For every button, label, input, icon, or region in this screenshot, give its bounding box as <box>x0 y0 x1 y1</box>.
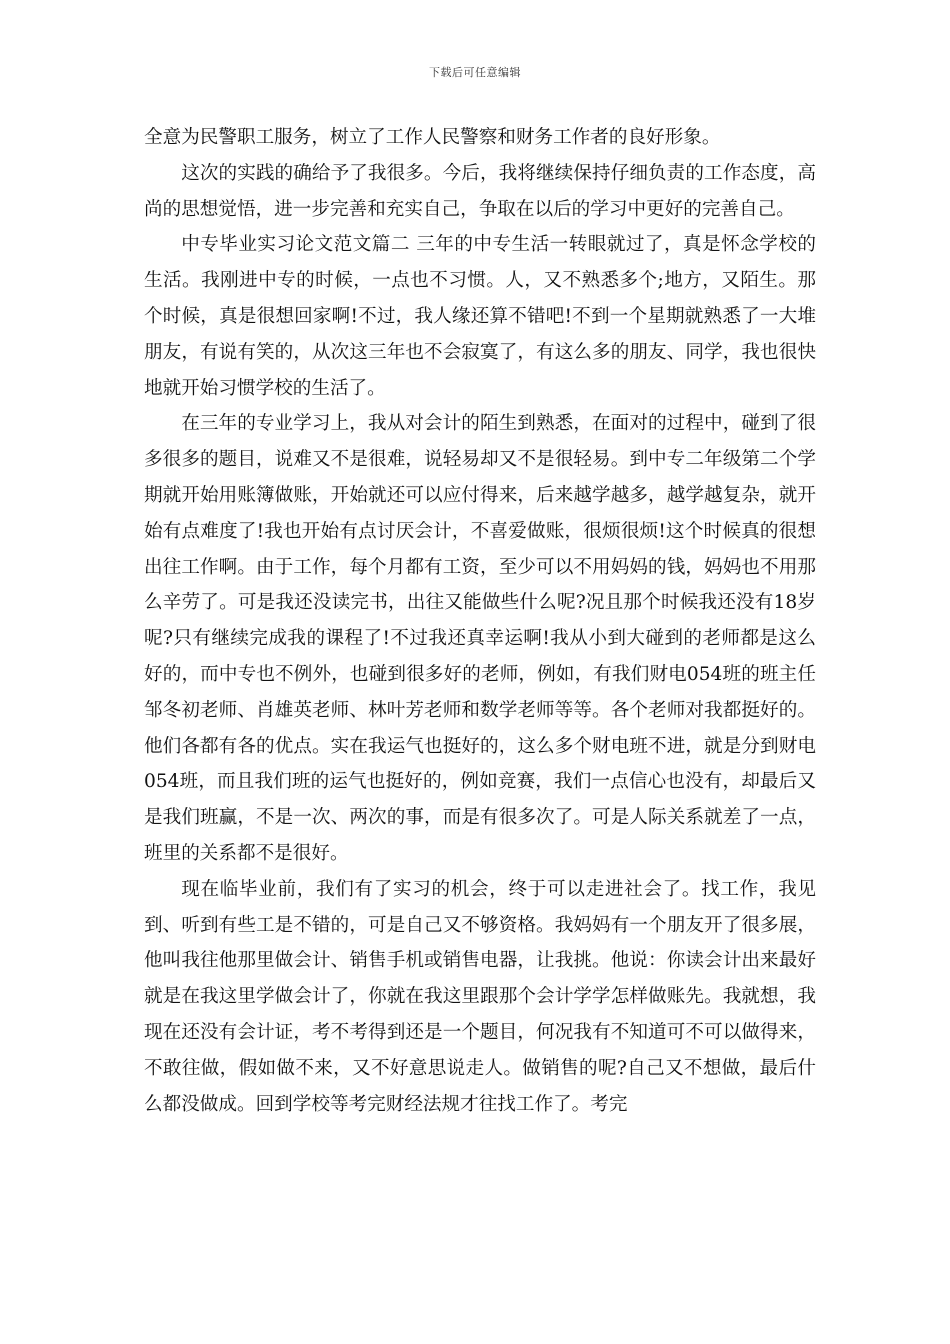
paragraph-study-experience: 在三年的专业学习上，我从对会计的陌生到熟悉，在面对的过程中，碰到了很多很多的题目，说难又不是很难，说轻易却又不是很轻易。到中专二年级第二个学期就开始用账簿做账，开始就还可以应付得来，后来越学越多，越学越复杂，就开始有点难度了!我也开始有点讨厌会计，不喜爱做账，很烦很烦!这个时候真的很想出往工作啊。由于工作，每个月都有工资，至少可以不用妈妈的钱，妈妈也不用那么辛劳了。可是我还没读完书，出往又能做些什么呢?况且那个时候我还没有18岁呢?只有继续完成我的课程了!不过我还真幸运啊!我从小到大碰到的老师都是这么好的，而中专也不例外，也碰到很多好的老师，例如，有我们财电054班的班主任邹冬初老师、肖雄英老师、林叶芳老师和数学老师等等。各个老师对我都挺好的。他们各都有各的优点。实在我运气也挺好的，这么多个财电班不进，就是分到财电054班，而且我们班的运气也挺好的，例如竞赛，我们一点信心也没有，却最后又是我们班赢，不是一次、两次的事，而是有很多次了。可是人际关系就差了一点，班里的关系都不是很好。 <box>144 413 816 864</box>
paragraph-essay-two-intro: 中专毕业实习论文范文篇二 三年的中专生活一转眼就过了，真是怀念学校的生活。我刚进中专的时候，一点也不习惯。人，又不熟悉多个;地方，又陌生。那个时候，真是很想回家啊!不过，我人缘还算不错吧!不到一个星期就熟悉了一大堆朋友，有说有笑的，从次这三年也不会寂寞了，有这么多的朋友、同学，我也很快地就开始习惯学校的生活了。 <box>144 234 816 399</box>
page-header: 下载后可任意编辑 <box>429 66 521 79</box>
paragraph-continuation: 全意为民警职工服务，树立了工作人民警察和财务工作者的良好形象。 <box>144 127 721 148</box>
document-body <box>144 120 816 1122</box>
paragraph-practice-gain: 这次的实践的确给予了我很多。今后，我将继续保持仔细负责的工作态度，高尚的思想觉悟，进一步完善和充实自己，争取在以后的学习中更好的完善自己。 <box>144 162 816 220</box>
paragraph-internship: 现在临毕业前，我们有了实习的机会，终于可以走进社会了。找工作，我见到、听到有些工是不错的，可是自己又不够资格。我妈妈有一个朋友开了很多展，他叫我往他那里做会计、销售手机或销售电器，让我挑。他说：你读会计出来最好就是在我这里学做会计了，你就在我这里跟那个会计学学怎样做账先。我就想，我现在还没有会计证，考不考得到还是一个题目，何况我有不知道可不可以做得来，不敢往做，假如做不来，又不好意思说走人。做销售的呢?自己又不想做，最后什么都没做成。回到学校等考完财经法规才往找工作了。考完 <box>144 878 816 1115</box>
